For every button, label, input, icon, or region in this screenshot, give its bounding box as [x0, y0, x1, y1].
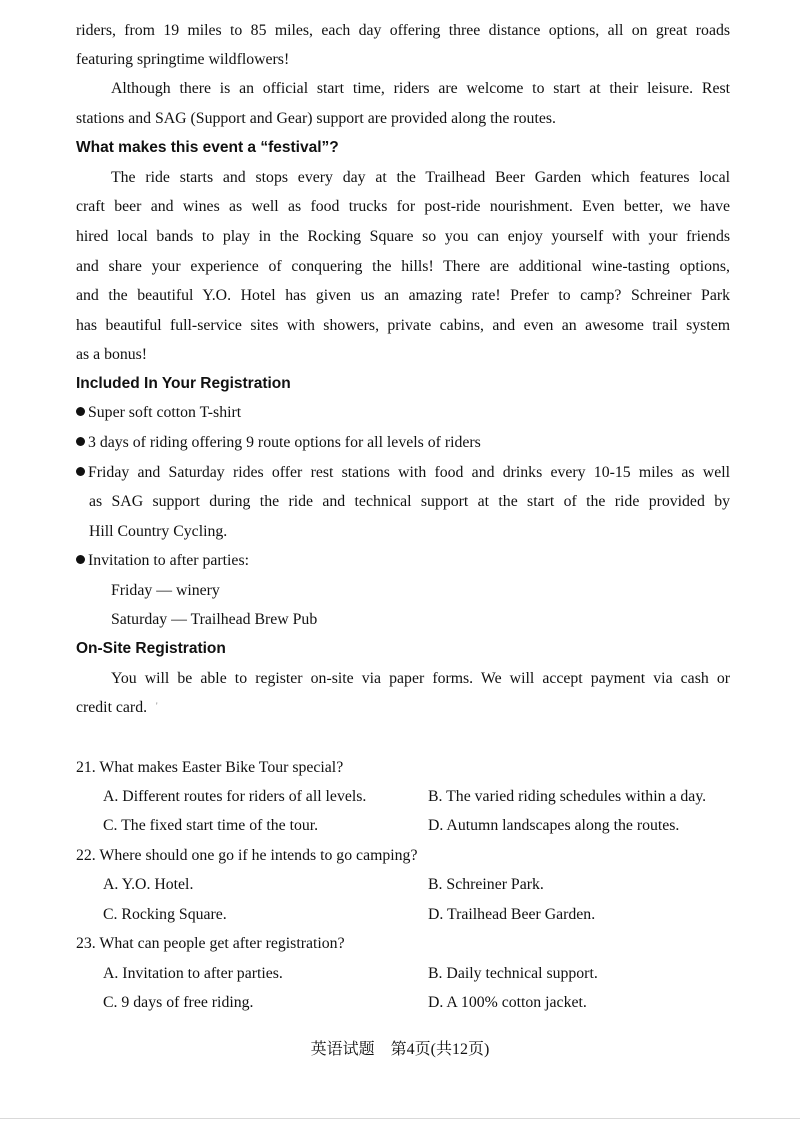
page-footer: 英语试题 第4页(共12页) — [310, 1041, 490, 1058]
party-item: Friday — winery — [111, 582, 220, 599]
option-d: D. A 100% cotton jacket. — [428, 994, 587, 1011]
option-a: A. Invitation to after parties. — [103, 965, 283, 982]
option-d: D. Autumn landscapes along the routes. — [428, 817, 680, 834]
option-c: C. The fixed start time of the tour. — [103, 817, 319, 834]
option-c: C. Rocking Square. — [103, 906, 227, 923]
bullet-text: 3 days of riding offering 9 route options for all levels of riders — [88, 434, 481, 451]
option-d: D. Trailhead Beer Garden. — [428, 906, 596, 923]
passage-line: craft beer and wines as well as food trucks for post-ride nourishment. Even better, we have — [76, 198, 730, 215]
bullet-text: Invitation to after parties: — [88, 552, 249, 569]
bullet-dot-icon — [76, 467, 85, 476]
section-heading-included: Included In Your Registration — [76, 375, 291, 392]
passage-line: Although there is an official start time, riders are welcome to start at their leisure. Rest — [111, 80, 730, 97]
question-stem: 23. What can people get after registration? — [76, 935, 345, 952]
question-stem: 21. What makes Easter Bike Tour special? — [76, 759, 344, 776]
passage-line: as a bonus! — [76, 346, 148, 363]
party-item: Saturday — Trailhead Brew Pub — [111, 611, 318, 628]
bullet-continuation: Hill Country Cycling. — [89, 523, 228, 540]
bullet-dot-icon — [76, 407, 85, 416]
scan-speck: ' — [156, 701, 158, 711]
passage-line: The ride starts and stops every day at the Trailhead Beer Garden which features local — [111, 169, 730, 186]
passage-line: has beautiful full-service sites with showers, private cabins, and even an awesome trail system — [76, 317, 730, 334]
question-stem: 22. Where should one go if he intends to go camping? — [76, 847, 418, 864]
bullet-dot-icon — [76, 555, 85, 564]
page-edge-divider — [0, 1118, 800, 1119]
passage-line: You will be able to register on-site via paper forms. We will accept payment via cash or — [111, 670, 730, 687]
passage-line: stations and SAG (Support and Gear) support are provided along the routes. — [76, 110, 556, 127]
section-heading-onsite: On-Site Registration — [76, 640, 226, 657]
passage-line: hired local bands to play in the Rocking Square so you can enjoy yourself with your friends — [76, 228, 730, 245]
bullet-text: Friday and Saturday rides offer rest stations with food and drinks every 10-15 miles as well — [88, 464, 730, 481]
bullet-item — [76, 463, 730, 483]
option-a: A. Y.O. Hotel. — [103, 876, 194, 893]
option-b: B. Schreiner Park. — [428, 876, 544, 893]
option-b: B. The varied riding schedules within a day. — [428, 788, 707, 805]
passage-line: featuring springtime wildflowers! — [76, 51, 290, 68]
bullet-item — [76, 403, 241, 423]
bullet-dot-icon — [76, 437, 85, 446]
option-b: B. Daily technical support. — [428, 965, 598, 982]
bullet-text: Super soft cotton T-shirt — [88, 404, 242, 421]
passage-line: credit card. — [76, 699, 148, 716]
passage-line: and share your experience of conquering the hills! There are additional wine-tasting options, — [76, 258, 730, 275]
bullet-item — [76, 551, 249, 571]
passage-line: and the beautiful Y.O. Hotel has given us an amazing rate! Prefer to camp? Schreiner Park — [76, 287, 730, 304]
option-c: C. 9 days of free riding. — [103, 994, 254, 1011]
option-a: A. Different routes for riders of all levels. — [103, 788, 367, 805]
bullet-item — [76, 433, 481, 453]
passage-line: riders, from 19 miles to 85 miles, each day offering three distance options, all on great roads — [76, 22, 730, 39]
bullet-continuation: as SAG support during the ride and technical support at the start of the ride provided by — [89, 493, 730, 510]
section-heading-festival: What makes this event a “festival”? — [76, 139, 339, 156]
